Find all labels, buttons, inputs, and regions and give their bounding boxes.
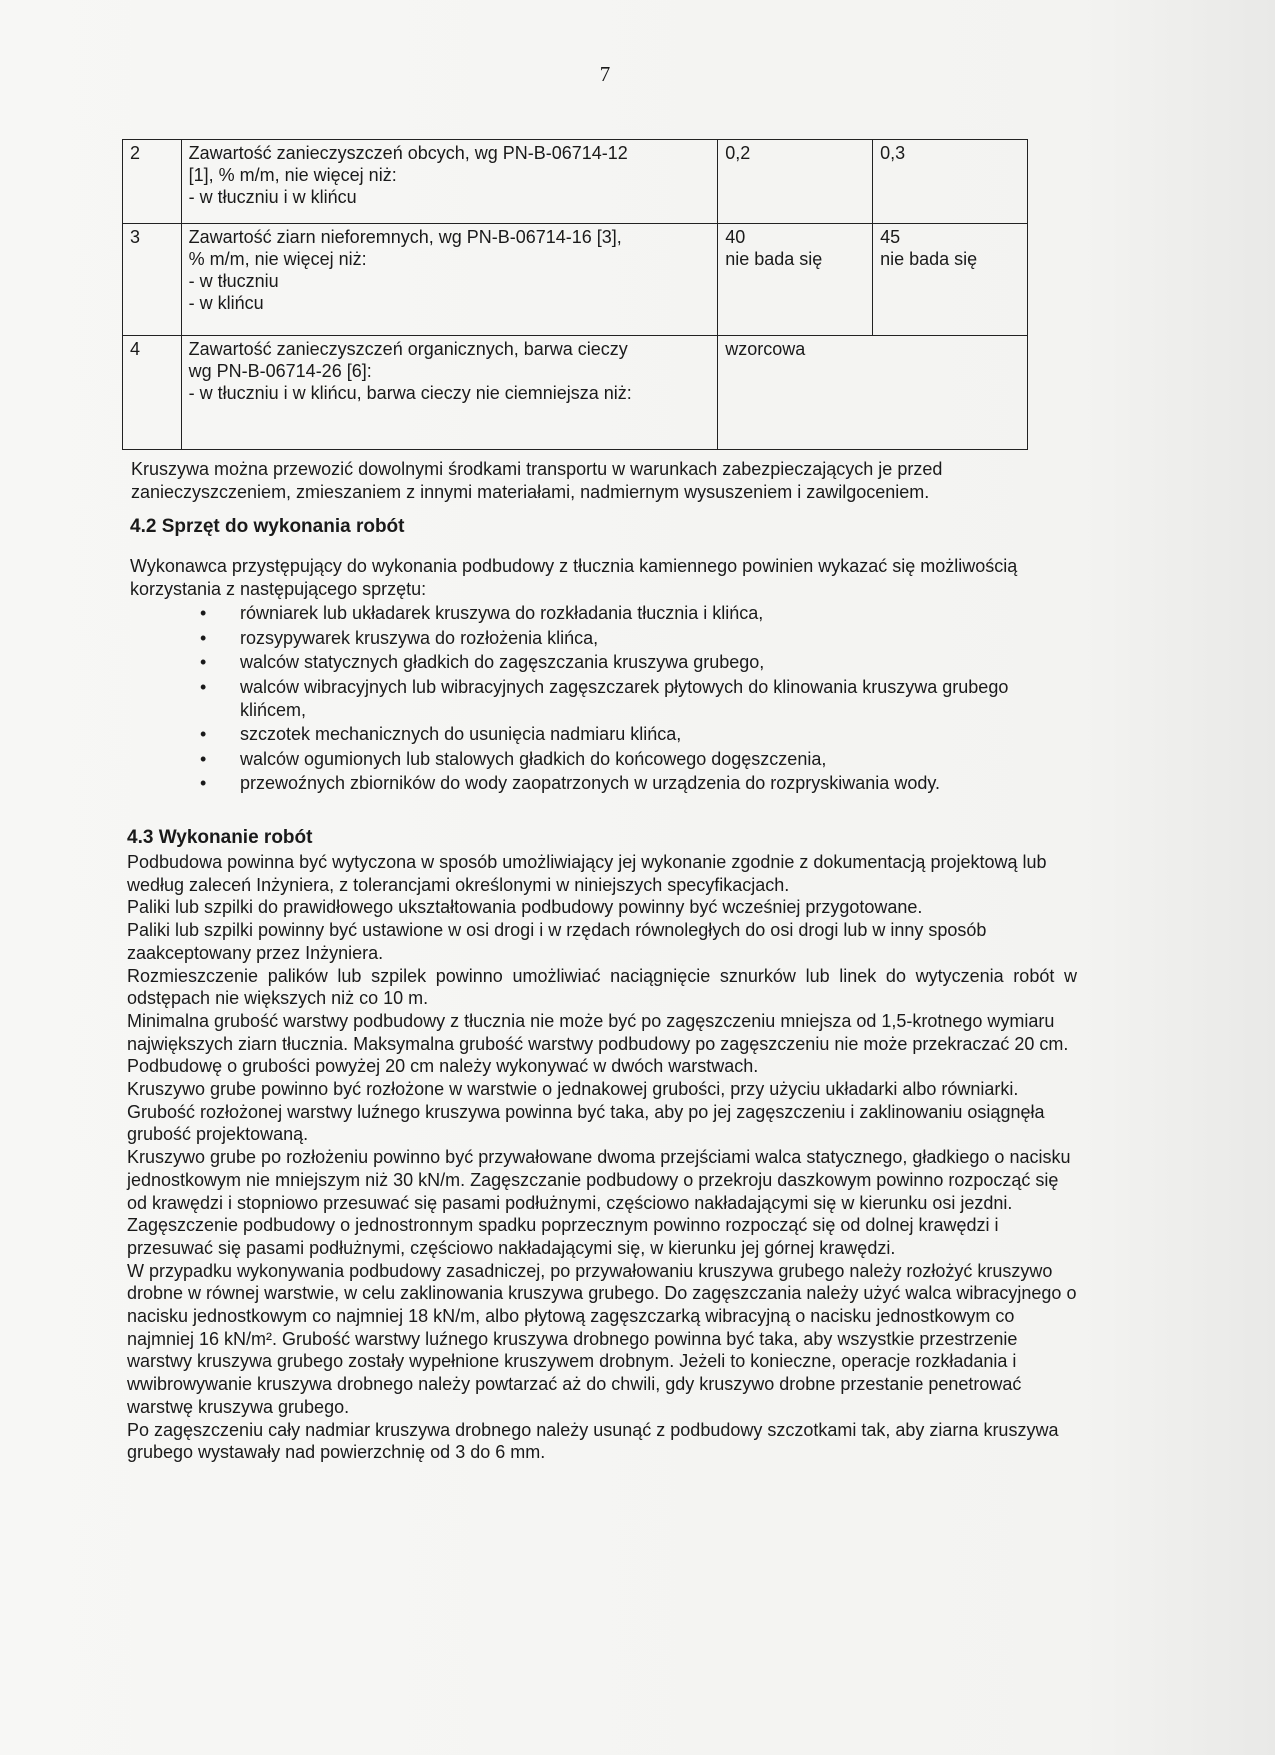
description-line: - w tłuczniu i w klińcu xyxy=(188,187,357,207)
body-paragraph: Kruszywo grube powinno być rozłożone w warstwie o jednakowej grubości, przy użyciu układarki albo równiarki. Grubość rozłożonej warstwy luźnego kruszywa powinna być taka, aby po jej zagęszczeniu i zaklinowaniu osiągnęła grubość projektowaną. xyxy=(127,1079,1045,1145)
list-item: • szczotek mechanicznych do usunięcia nadmiaru klińca, xyxy=(200,723,1060,746)
row-number: 2 xyxy=(123,140,182,224)
list-item: • równiarek lub układarek kruszywa do rozkładania tłucznia i klińca, xyxy=(200,602,1060,625)
value-line: 0,2 xyxy=(725,143,751,163)
table-row xyxy=(123,224,1028,336)
section-4-2-intro: Wykonawca przystępujący do wykonania podbudowy z tłucznia kamiennego powinien wykazać się możliwością korzystania z następującego sprzętu: xyxy=(130,556,1018,599)
list-item: • walców ogumionych lub stalowych gładkich do końcowego dogęszczenia, xyxy=(200,748,1060,771)
value-line: 0,3 xyxy=(880,143,906,163)
body-paragraph: Podbudowa powinna być wytyczona w sposób umożliwiający jej wykonanie zgodnie z dokumentacją projektową lub według zaleceń Inżyniera, z tolerancjami określonymi w niniejszych specyfikacjach. xyxy=(127,852,1047,895)
row-value-2 xyxy=(873,224,1028,336)
row-value-merged xyxy=(718,336,1028,450)
body-paragraph: Kruszywo grube po rozłożeniu powinno być przywałowane dwoma przejściami walca statycznego, gładkiego o nacisku jednostkowym nie mniejszym niż 30 kN/m. Zagęszczanie podbudowy o przekroju daszkowym powinno rozpocząć się od krawędzi i stopniowo przesuwać się pasami podłużnymi, częściowo nakładającymi się w kierunku osi jezdni. Zagęszczenie podbudowy o jednostronnym spadku poprzecznym powinno rozpocząć się od dolnej krawędzi i przesuwać się pasami podłużnymi, częściowo nakładającymi się, w kierunku jej górnej krawędzi. xyxy=(127,1147,1071,1258)
description-line: Zawartość zanieczyszczeń organicznych, barwa cieczy xyxy=(188,339,628,359)
description-line: - w tłuczniu xyxy=(188,271,279,291)
equipment-list xyxy=(200,602,1060,797)
row-description xyxy=(181,140,718,224)
section-4-2-heading: 4.2 Sprzęt do wykonania robót xyxy=(130,516,405,537)
requirements-table xyxy=(122,139,1028,450)
section-4-3-heading: 4.3 Wykonanie robót xyxy=(127,827,313,848)
body-paragraph: Rozmieszczenie palików lub szpilek powinno umożliwiać naciągnięcie sznurków lub linek do wytyczenia robót w odstępach nie większych niż co 10 m. xyxy=(127,965,1077,1009)
list-item: • walców wibracyjnych lub wibracyjnych zagęszczarek płytowych do klinowania kruszywa grubego klińcem, xyxy=(200,676,1060,722)
body-paragraph: Paliki lub szpilki powinny być ustawione w osi drogi i w rzędach równoległych do osi drogi lub w inny sposób zaakceptowany przez Inżyniera. xyxy=(127,920,987,963)
list-item: • przewoźnych zbiorników do wody zaopatrzonych w urządzenia do rozpryskiwania wody. xyxy=(200,772,1060,795)
list-item: • walców statycznych gładkich do zagęszczania kruszywa grubego, xyxy=(200,651,1060,674)
description-line: - w tłuczniu i w klińcu, barwa cieczy nie ciemniejsza niż: xyxy=(188,383,632,403)
row-value-1 xyxy=(718,224,873,336)
value-line: nie bada się xyxy=(880,249,978,269)
row-number: 4 xyxy=(123,336,182,450)
value-line: wzorcowa xyxy=(725,339,806,359)
description-line: - w klińcu xyxy=(188,293,264,313)
row-value-1 xyxy=(718,140,873,224)
value-line: nie bada się xyxy=(725,249,823,269)
body-paragraph: W przypadku wykonywania podbudowy zasadniczej, po przywałowaniu kruszywa grubego należy rozłożyć kruszywo drobne w równej warstwie, w celu zaklinowania kruszywa grubego. Do zagęszczania należy użyć walca wibracyjnego o nacisku jednostkowym co najmniej 18 kN/m, albo płytową zagęszczarką wibracyjną o nacisku jednostkowym co najmniej 16 kN/m². Grubość warstwy luźnego kruszywa drobnego powinna być taka, aby wszystkie przestrzenie warstwy kruszywa grubego zostały wypełnione kruszywem drobnym. Jeżeli to konieczne, operacje rozkładania i wwibrowywanie kruszywa drobnego należy powtarzać aż do chwili, gdy kruszywo drobne przestanie penetrować warstwę kruszywa grubego. xyxy=(127,1260,1077,1417)
body-paragraph: Po zagęszczeniu cały nadmiar kruszywa drobnego należy usunąć z podbudowy szczotkami tak, aby ziarna kruszywa grubego wystawały nad powierzchnię od 3 do 6 mm. xyxy=(127,1419,1059,1463)
table-row xyxy=(123,336,1028,450)
body-paragraph: Minimalna grubość warstwy podbudowy z tłucznia nie może być po zagęszczeniu mniejsza od 1,5-krotnego wymiaru największych ziarn tłucznia. Maksymalna grubość warstwy podbudowy po zagęszczeniu nie może przekraczać 20 cm. Podbudowę o grubości powyżej 20 cm należy wykonywać w dwóch warstwach. xyxy=(127,1010,1069,1077)
description-line: Zawartość ziarn nieforemnych, wg PN-B-06714-16 [3], xyxy=(188,227,622,247)
table-row xyxy=(123,140,1028,224)
row-number: 3 xyxy=(123,224,182,336)
list-item: • rozsypywarek kruszywa do rozłożenia klińca, xyxy=(200,627,1060,650)
transport-paragraph: Kruszywa można przewozić dowolnymi środkami transportu w warunkach zabezpieczających je przed zanieczyszczeniem, zmieszaniem z innymi materiałami, nadmiernym wysuszeniem i zawilgoceniem. xyxy=(131,459,943,502)
value-line: 40 xyxy=(725,227,746,247)
description-line: [1], % m/m, nie więcej niż: xyxy=(188,165,397,185)
section-4-3-body xyxy=(127,851,1077,1464)
row-value-2 xyxy=(873,140,1028,224)
value-line: 45 xyxy=(880,227,901,247)
row-description xyxy=(181,336,718,450)
page-number: 7 xyxy=(599,62,611,86)
description-line: % m/m, nie więcej niż: xyxy=(188,249,367,269)
description-line: wg PN-B-06714-26 [6]: xyxy=(188,361,372,381)
body-paragraph: Paliki lub szpilki do prawidłowego ukształtowania podbudowy powinny być wcześniej przygotowane. xyxy=(127,897,923,918)
row-description xyxy=(181,224,718,336)
description-line: Zawartość zanieczyszczeń obcych, wg PN-B-06714-12 xyxy=(188,143,628,163)
